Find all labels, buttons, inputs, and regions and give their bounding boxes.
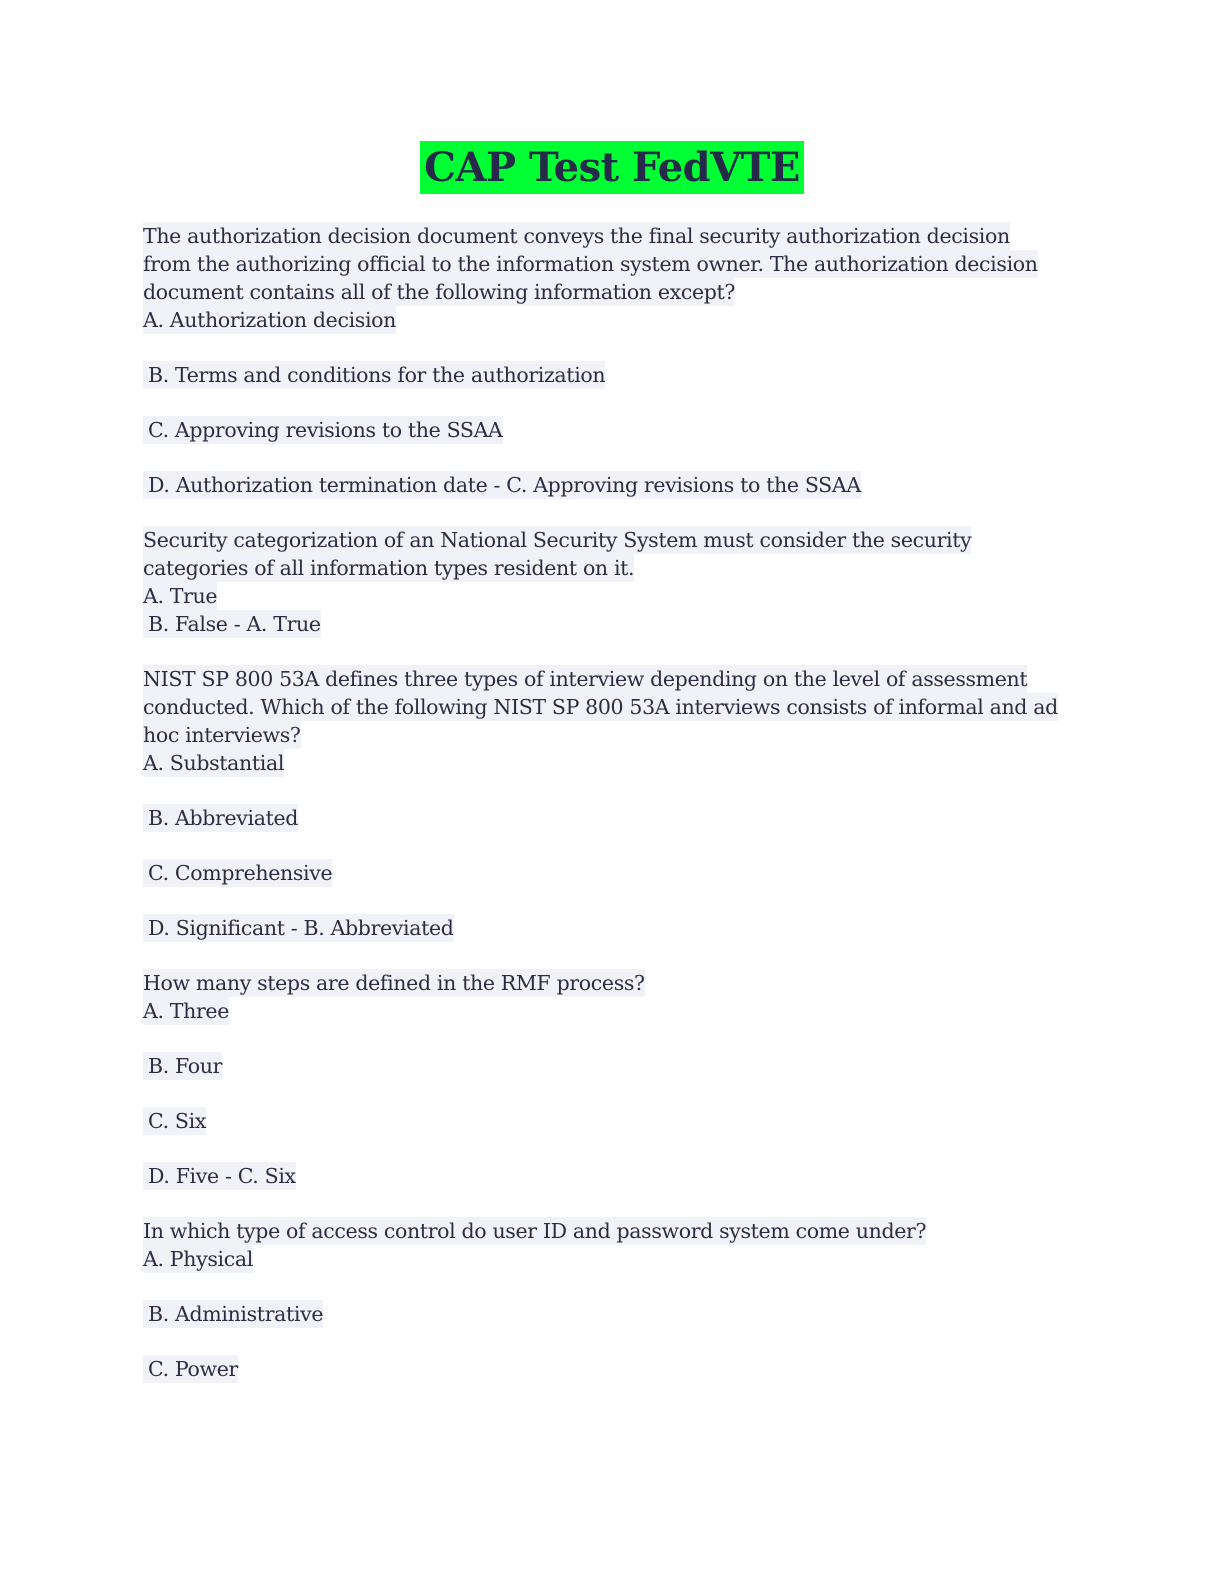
answer-option-with-answer: B. False - A. True (143, 610, 321, 638)
spacer (143, 1273, 1083, 1300)
answer-option: A. Three (143, 999, 229, 1023)
question-text: categories of all information types resident on it. (143, 556, 635, 580)
answer-option: C. Comprehensive (143, 859, 332, 887)
answer-option: B. Administrative (143, 1300, 323, 1328)
spacer (143, 1080, 1083, 1107)
spacer (143, 1328, 1083, 1355)
question-text: In which type of access control do user ID and password system come under? (143, 1219, 927, 1243)
spacer (143, 887, 1083, 914)
spacer (143, 444, 1083, 471)
answer-option-with-answer: D. Significant - B. Abbreviated (143, 914, 454, 942)
answer-option: A. True (143, 584, 218, 608)
answer-option: C. Power (143, 1355, 238, 1383)
question-text: document contains all of the following information except? (143, 280, 736, 304)
question-block (143, 222, 1083, 499)
question-block (143, 969, 1083, 1190)
question-text: from the authorizing official to the information system owner. The authorization decision (143, 252, 1038, 276)
question-text: The authorization decision document conveys the final security authorization decision (143, 224, 1010, 248)
answer-option-with-answer: D. Five - C. Six (143, 1162, 296, 1190)
answer-option: B. Terms and conditions for the authorization (143, 361, 605, 389)
question-block (143, 665, 1083, 942)
spacer (143, 777, 1083, 804)
spacer (143, 1135, 1083, 1162)
answer-option: A. Physical (143, 1247, 253, 1271)
answer-option-with-answer: D. Authorization termination date - C. Approving revisions to the SSAA (143, 471, 861, 499)
title-container (0, 141, 1224, 194)
question-text: conducted. Which of the following NIST SP 800 53A interviews consists of informal and ad (143, 695, 1058, 719)
answer-option: A. Substantial (143, 751, 285, 775)
spacer (143, 832, 1083, 859)
question-text: How many steps are defined in the RMF process? (143, 971, 645, 995)
spacer (143, 1025, 1083, 1052)
answer-option: B. Four (143, 1052, 222, 1080)
question-text: Security categorization of an National Security System must consider the security (143, 528, 972, 552)
document-title: CAP Test FedVTE (420, 141, 804, 194)
spacer (143, 389, 1083, 416)
question-text: hoc interviews? (143, 723, 301, 747)
spacer (143, 334, 1083, 361)
answer-option: B. Abbreviated (143, 804, 298, 832)
answer-option: C. Six (143, 1107, 206, 1135)
question-block (143, 526, 1083, 638)
answer-option: A. Authorization decision (143, 308, 397, 332)
question-block (143, 1217, 1083, 1383)
question-text: NIST SP 800 53A defines three types of interview depending on the level of assessment (143, 667, 1028, 691)
answer-option: C. Approving revisions to the SSAA (143, 416, 503, 444)
question-list (143, 222, 1083, 1410)
